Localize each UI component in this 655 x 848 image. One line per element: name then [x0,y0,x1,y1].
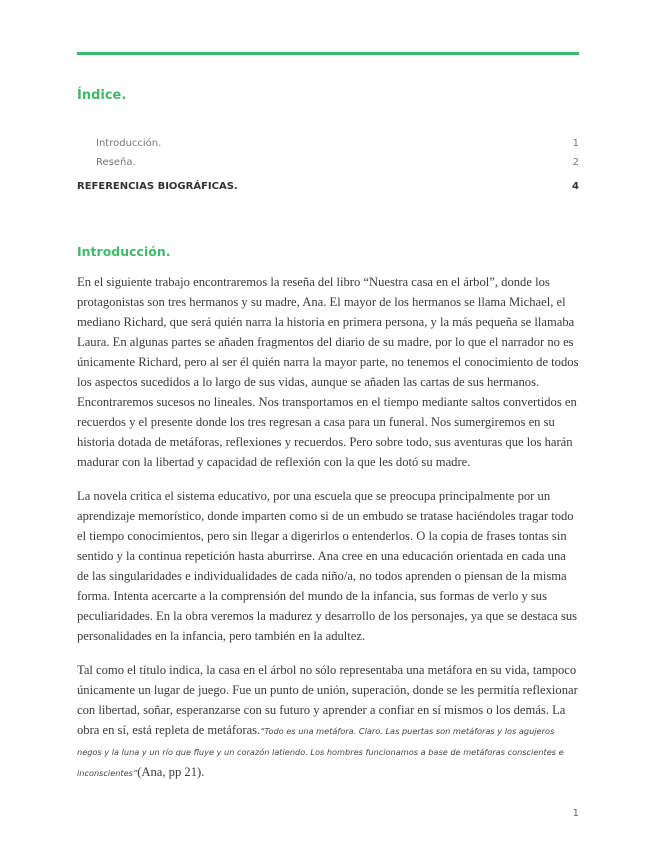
introduction-body [77,272,579,797]
quote-citation: (Ana, pp 21). [137,765,205,779]
toc-title: Índice. [77,88,127,103]
toc-entry-page: 1 [572,138,579,149]
paragraph: La novela critica el sistema educativo, por una escuela que se preocupa principalmente por un aprendizaje memorístico, donde imparten como si de un embudo se tratase haciéndoles tragar todo el tiempo conocimientos, pero sin llegar a digerirlos o entenderlos. O la copia de frases tontas sin sentido y la continua repetición hasta aburrirse. Ana cree en una educación orientada en cada una de las singularidades e individualidades de cada niño/a, no todos aprenden o piensan de la misma forma. Intenta acercarte a la comprensión del mundo de la infancia, sus formas de verlo y sus peculiaridades. En la obra veremos la madurez y desarrollo de los personajes, ya que se destaca sus personalidades en la infancia, pero también en la adultez. [77,489,578,643]
quote-text: “Todo es una metáfora. Claro. Las puertas son metáforas y los agujeros negos y la luna y un río que fluye y un corazón latiendo. Los hombres funcionamos a base de metáforas conscientes e inconscientes” [77,726,564,778]
paragraph-text: Tal como el título indica, la casa en el árbol no sólo representaba una metáfora en su vida, tampoco únicamente un lugar de juego. Fue un punto de unión, superación, donde se les permitía reflexionar con libertad, soñar, esperanzarse con su futuro y aprender a confiar en sí mismos o los demás. La obra en sí, está repleta de metáforas. [77,663,578,737]
paragraph: En el siguiente trabajo encontraremos la reseña del libro “Nuestra casa en el árbol”, donde los protagonistas son tres hermanos y su madre, Ana. El mayor de los hermanos se llama Michael, el mediano Richard, que será quién narra la historia en primera persona, y la más pequeña se llamaba Laura. En algunas partes se añaden fragmentos del diario de su madre, por lo que el narrador no es únicamente Richard, pero al ser él quién narra la mayor parte, no tenemos el conocimiento de todos los aspectos sucedidos a lo largo de sus vidas, aunque se añaden las cartas de sus hermanos. Encontraremos sucesos no lineales. Nos transportamos en el tiempo mediante saltos convertidos en recuerdos y el presente donde los tres regresan a casa para un funeral. Nos sumergiremos en su historia dotada de metáforas, reflexiones y recuerdos. Pero sobre todo, sus aventuras que los harán madurar con la libertad y capacidad de reflexión con la que les dotó su madre. [77,275,579,469]
toc-entry-page: 2 [572,157,579,168]
header-rule [77,52,579,55]
toc-entry-referencias[interactable] [77,180,579,199]
paragraph-with-quote [77,660,579,783]
toc-entry-label: REFERENCIAS BIOGRÁFICAS. [77,181,238,192]
toc-entry-label: Introducción. [96,138,162,149]
page-number: 1 [572,808,579,819]
toc-entry-page: 4 [572,181,579,192]
table-of-contents [77,137,579,199]
section-title-introduccion: Introducción. [77,244,171,259]
toc-entry-introduccion[interactable] [77,137,579,156]
toc-entry-label: Reseña. [96,157,136,168]
toc-entry-resena[interactable] [77,156,579,175]
